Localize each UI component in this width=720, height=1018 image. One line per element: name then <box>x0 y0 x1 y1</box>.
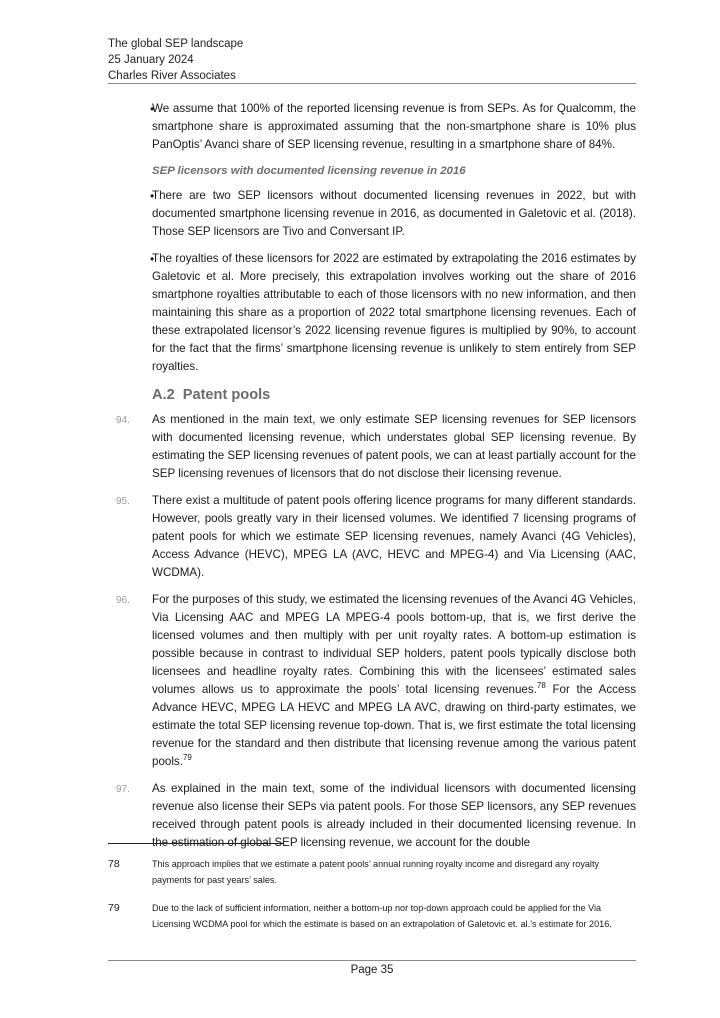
page-header <box>108 36 636 84</box>
list-item <box>108 100 636 154</box>
paragraph-96 <box>108 591 636 771</box>
paragraph-number: 97. <box>116 784 130 795</box>
footnote-number: 78 <box>108 858 120 870</box>
footnote-78 <box>108 856 636 888</box>
paragraph-text-part1: For the purposes of this study, we estimated the licensing revenues of the Avanci 4G Vehicles, Via Licensing AAC and MPEG LA MPEG-4 pools bottom-up, that is, we first derive the licensed volumes and then multiply with per unit royalty rates. A bottom-up estimation is possible because in contrast to individual SEP holders, patent pools typically disclose both licensees and headline royalty rates. Combining this with the licensees’ estimated sales volumes allows us to approximate the pools’ total licensing revenues. <box>152 593 636 696</box>
bullet-text: The royalties of these licensors for 2022 are estimated by extrapolating the 2016 estimates by Galetovic et al. More precisely, this extrapolation involves working out the share of 2016 smartphone royalties attributable to each of those licensors with no new information, and then maintaining this share as a proportion of 2022 total smartphone licensing revenues. Each of these extrapolated licensor’s 2022 licensing revenue figures is multiplied by 90%, to account for the fact that the firms’ smartphone licensing revenue is unlikely to stem entirely from SEP royalties. <box>152 252 636 373</box>
footnote-text: Due to the lack of sufficient information, neither a bottom-up nor top-down approach could be applied for the Via Licensing WCDMA pool for which the estimate is based on an extrapolation of Galetovic et. al.’s estimate for 2016. <box>152 903 612 929</box>
paragraph-number: 95. <box>116 496 130 507</box>
header-divider <box>108 83 636 84</box>
footnote-ref-78[interactable]: 78 <box>536 681 546 691</box>
paragraph-number: 96. <box>116 595 130 606</box>
bullet-list-2016-licensors <box>108 187 636 376</box>
bullet-list-licensing-assumptions <box>108 100 636 154</box>
page-body <box>108 100 636 861</box>
paragraph-94 <box>108 411 636 483</box>
paragraph-text-part2: For the Access Advance HEVC, MPEG LA HEVC and MPEG LA AVC, drawing on third-party estimates, we estimate the total SEP licensing revenue top-down. That is, we first estimate the total licensing revenue for the standard and then distribute that licensing revenue among the various patent pools. <box>152 683 636 768</box>
bullet-text: We assume that 100% of the reported licensing revenue is from SEPs. As for Qualcomm, the smartphone share is approximated assuming that the non-smartphone share is 10% plus PanOptis’ Avanci share of SEP licensing revenue, resulting in a smartphone share of 84%. <box>152 102 636 151</box>
paragraph-text: As explained in the main text, some of the individual licensors with documented licensing revenue also license their SEPs via patent pools. For those SEP licensors, any SEP revenues received through patent pools is already included in their documented licensing revenue. In the estimation of global SEP licensing revenue, we account for the double <box>152 782 636 849</box>
header-report-title: The global SEP landscape <box>108 38 244 50</box>
header-organization: Charles River Associates <box>108 70 236 82</box>
bullet-text: There are two SEP licensors without documented licensing revenues in 2022, but with documented smartphone licensing revenue in 2016, as documented in Galetovic et al. (2018). Those SEP licensors are Tivo and Conversant IP. <box>152 189 636 238</box>
footnote-ref-79[interactable]: 79 <box>182 753 192 763</box>
list-item <box>108 250 636 376</box>
section-number: A.2 <box>152 387 175 403</box>
paragraph-97 <box>108 780 636 852</box>
page-number: Page 35 <box>350 964 394 976</box>
footnote-divider <box>108 843 284 844</box>
subheading: SEP licensors with documented licensing revenue in 2016 <box>152 165 466 177</box>
footnotes <box>108 856 636 944</box>
header-date: 25 January 2024 <box>108 54 194 66</box>
footnote-79 <box>108 900 636 932</box>
page-footer <box>108 962 636 978</box>
footnote-number: 79 <box>108 902 120 914</box>
list-item <box>108 187 636 241</box>
paragraph-number: 94. <box>116 415 130 426</box>
paragraph-text: As mentioned in the main text, we only estimate SEP licensing revenues for SEP licensors with documented licensing revenue, which understates global SEP licensing revenue. By estimating the SEP licensing revenues of patent pools, we can at least partially account for the SEP licensing revenues of licensors that do not disclose their licensing revenue. <box>152 413 636 480</box>
footnote-text: This approach implies that we estimate a patent pools’ annual running royalty income and disregard any royalty payments for past years’ sales. <box>152 859 600 885</box>
paragraph-text: There exist a multitude of patent pools offering licence programs for many different standards. However, pools greatly vary in their licensed volumes. We identified 7 licensing programs of patent pools for which we estimate SEP licensing revenues, namely Avanci (4G Vehicles), Access Advance (HEVC), MPEG LA (AVC, HEVC and MPEG-4) and Via Licensing (AAC, WCDMA). <box>152 494 636 579</box>
paragraph-95 <box>108 492 636 582</box>
section-title: Patent pools <box>182 387 271 403</box>
footer-divider <box>108 960 636 961</box>
section-heading <box>152 385 636 405</box>
